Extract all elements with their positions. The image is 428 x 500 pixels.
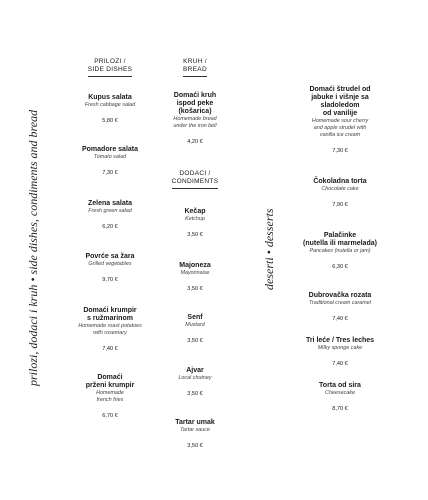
right-vertical-title: deserti • desserts bbox=[262, 208, 276, 290]
price: 7,90 € bbox=[332, 202, 348, 208]
menu-item: Domaći kruh ispod peke (košarica) Homemade bread under the iron bell 4,20 € bbox=[145, 92, 245, 145]
menu-item: Dubrovačka rozata Traditional cream caramel 7,40 € bbox=[282, 292, 398, 322]
bread-condiments-column bbox=[145, 0, 245, 500]
price: 7,40 € bbox=[332, 316, 348, 322]
menu-item: Kečap Ketchup 3,50 € bbox=[145, 208, 245, 238]
menu-item: Tri leće / Tres leches Milky sponge cake 7,40 € bbox=[282, 337, 398, 367]
price: 3,50 € bbox=[187, 286, 203, 292]
price: 3,50 € bbox=[187, 338, 203, 344]
menu-item: Palačinke (nutella ili marmelada) Pancakes (nutella or jam) 6,30 € bbox=[282, 232, 398, 270]
menu-item: Tartar umak Tartar sauce 3,50 € bbox=[145, 419, 245, 449]
price: 6,30 € bbox=[332, 264, 348, 270]
price: 8,70 € bbox=[332, 406, 348, 412]
price: 3,50 € bbox=[187, 443, 203, 449]
bread-heading: KRUH / BREAD bbox=[183, 58, 207, 77]
menu-item: Domaći prženi krumpir Homemade french fries 6,70 € bbox=[60, 374, 160, 419]
price: 9,70 € bbox=[102, 277, 118, 283]
menu-item: Povrće sa žara Grilled vegetables 9,70 € bbox=[60, 253, 160, 283]
price: 7,40 € bbox=[102, 346, 118, 352]
menu-item: Domaći krumpir s ružmarinom Homemade roast potatoes with rosemary 7,40 € bbox=[60, 307, 160, 352]
price: 7,40 € bbox=[332, 361, 348, 367]
menu-item: Čokoladna torta Chocolate cake 7,90 € bbox=[282, 178, 398, 208]
price: 3,50 € bbox=[187, 391, 203, 397]
menu-item: Pomadore salata Tomato salad 7,30 € bbox=[60, 146, 160, 176]
menu-item: Zelena salata Fresh green salad 6,20 € bbox=[60, 200, 160, 230]
menu-item: Torta od sira Cheesecake 8,70 € bbox=[282, 382, 398, 412]
menu-item: Ajvar Local chutney 3,50 € bbox=[145, 367, 245, 397]
menu-item: Domaći štrudel od jabuke i višnje sa sladoledom od vanilije Homemade sour cherry and apple strudel with vanilla ice cream 7,30 € bbox=[282, 86, 398, 154]
price: 3,50 € bbox=[187, 232, 203, 238]
price: 7,30 € bbox=[102, 170, 118, 176]
price: 4,20 € bbox=[187, 139, 203, 145]
condiments-heading: DODACI / CONDIMENTS bbox=[172, 170, 219, 189]
price: 6,70 € bbox=[102, 413, 118, 419]
price: 7,30 € bbox=[332, 148, 348, 154]
menu-item: Majoneza Mayonnaise 3,50 € bbox=[145, 262, 245, 292]
price: 5,80 € bbox=[102, 118, 118, 124]
price: 6,20 € bbox=[102, 224, 118, 230]
left-vertical-title: prilozi, dodaci i kruh • side dishes, condiments and bread bbox=[26, 109, 40, 386]
desserts-column bbox=[282, 0, 398, 500]
side-dishes-heading: PRILOZI / SIDE DISHES bbox=[88, 58, 132, 77]
menu-item: Senf Mustard 3,50 € bbox=[145, 314, 245, 344]
menu-item: Kupus salata Fresh cabbage salad 5,80 € bbox=[60, 94, 160, 124]
